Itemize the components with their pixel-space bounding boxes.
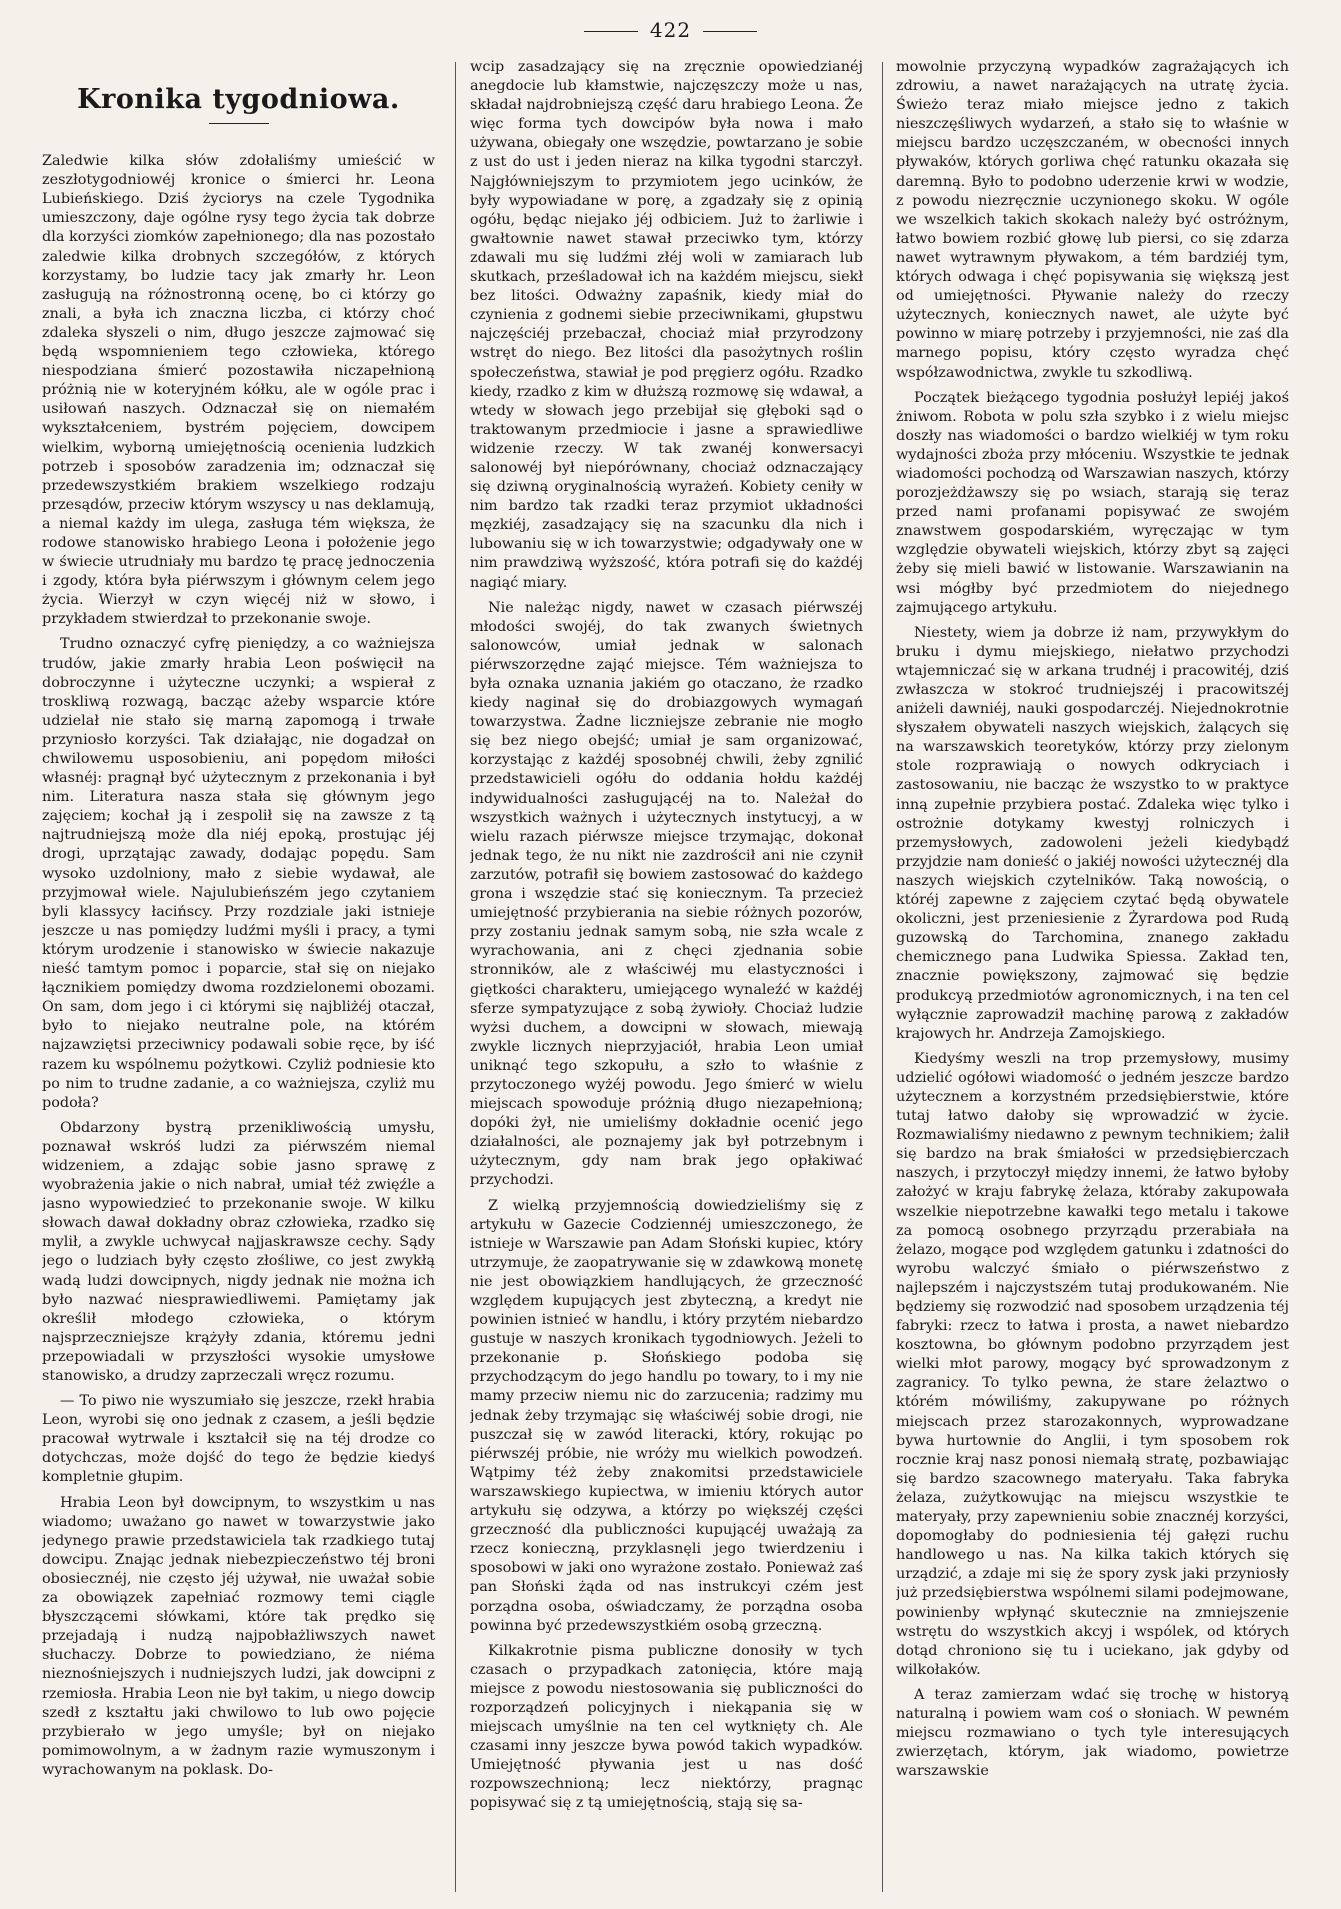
- column-1: [42, 58, 435, 1896]
- page-number-text: 422: [649, 18, 692, 42]
- paragraph: Hrabia Leon był dowcipnym, to wszystkim u nas wiadomo; uważano go nawet w towarzystwie jako jedynego prawie przedstawiciela tak rzadkiego tutaj dowcipu. Znając jednak niebezpieczeństwo téj broni obosiecznéj, nie często jéj używał, nie uważał sobie za obowiązek zapełniać rozmowy temi ciągle błyszczącemi słówkami, które tak prędko się przejadają i nudzą najpobłażliwszych nawet słuchaczy. Dobrze to powiedziano, że niéma nieznośniejszych i nudniejszych ludzi, jak dowcipni z rzemiosła. Hrabia Leon nie był takim, u niego dowcip szedł z kształtu jaki chwilowo to lub owo pojęcie przybierało w jego umyśle; był on niejako pomimowolnym, a w żadnym razie wymuszonym i wyrachowanym na poklask. Do-: [42, 1494, 435, 1778]
- paragraph: Zaledwie kilka słów zdołaliśmy umieścić w zeszłotygodniowéj kronice o śmierci hr. Leona Lubieńskiego. Dziś życiorys na czele Tygodnika umieszczony, daje ogólne rysy tego życia tak dobrze dla korzyści ziomków zapełnionego; dla nas pozostało zaledwie kilka drobnych szczegółów, z których korzystamy, bo ludzie tacy jak zmarły hr. Leon zasługują na różnostronną ocenę, bo ci którzy go znali, a była ich znaczna liczba, ci którzy choć zdaleka słyszeli o nim, długo jeszcze zajmować się będą wspomnieniem tego człowieka, którego niespodziana śmierć pozostawiła niczapełnioną próżnią nie w koteryjném kółku, ale w ogóle prac i usiłowań naszych. Odznaczał się on niemałém wykształceniem, bystrém pojęciem, dowcipem wielkim, wyborną umiejętnością ocenienia ludzkich potrzeb i sposobów zaradzenia im; odznaczał się przedewszystkiém brakiem wszelkiego rodzaju przesądów, przeciw którym wszyscy u nas deklamują, a niemal każdy im ulega, zasługa tém większa, że rodowe stanowisko hrabiego Leona i położenie jego w świecie utrudniały mu bardzo tę pracę jednoczenia i zgody, która była piérwszym i głównym celem jego życia. Wierzył w czyn więcéj niż w słowo, i przykładem stwierdzał to przekonanie swoje.: [42, 153, 435, 628]
- paragraph: — To piwo nie wyszumiało się jeszcze, rzekł hrabia Leon, wyrobi się ono jednak z czasem, a jeśli będzie pracował wytrwale i kształcił się na téj drodze co dotychczas, może dojść do tego że będzie kiedyś kompletnie głupim.: [42, 1393, 435, 1486]
- paragraph: mowolnie przyczyną wypadków zagrażających ich zdrowiu, a nawet narażających na utratę życia. Świeżo teraz miało miejsce jedno z takich nieszczęśliwych wydarzeń, a stało się to właśnie w miejscu bardzo uczęszczaném, w obecności innych pływaków, których gorliwa chęć ratunku okazała się daremną. Było to podobno uderzenie krwi w wodzie, z powodu niezręcznie uczynionego skoku. W ogóle we wszelkich takich skokach należy być ostróżnym, łatwo bowiem rozbić głowę lub piersi, co się zdarza nawet wytrawnym pływakom, a tém bardziéj tym, których odwaga i chęć popisywania się większą jest od umiejętności. Pływanie należy do rzeczy użytecznych, koniecznych nawet, ale użyte być powinno w miarę potrzeby i przyjemności, nie zaś dla marnego popisu, który często wyradza chęć współzawodnictwa, zwykle tu szkodliwą.: [896, 59, 1289, 381]
- paragraph: A teraz zamierzam wdać się trochę w historyą naturalną i powiem wam coś o słoniach. W pewném miejscu rozmawiano o tych tyle interesujących zwierzętach, którym, jak wiadomo, powietrze warszawskie: [896, 1686, 1289, 1780]
- column-divider: [882, 62, 883, 1892]
- page-number-left-rule: [584, 31, 638, 32]
- paragraph: wcip zasadzający się na zręcznie opowiedzianéj anegdocie lub kłamstwie, najczęszczy może u nas, składał najdrobniejszą część daru hrabiego Leona. Że więc forma tych dowcipów była nowa i mało używana, obiegały one wszędzie, powtarzano je sobie z ust do ust i jeden nieraz na kilka tygodni starczył. Najgłówniejszym to przymiotem jego ucinków, że były wypowiadane w porę, a zgadzały się z opinią ogółu, będąc niejako jéj odbiciem. Już to żarliwie i gwałtownie nawet stawał przeciwko tym, którzy zdawali mu się ludźmi złéj woli w zamiarach lub skutkach, prześladował ich na każdém miejscu, siekł bez litości. Odważny zapaśnik, kiedy miał do czynienia z godnemi siebie przeciwnikami, głupstwu najczęściéj przebaczał, chociaż miał przyrodzony wstręt do niego. Bez litości dla pasożytnych roślin społeczeństwa, stawiał je pod pręgierz ogółu. Rzadko kiedy, rzadko z kim w dłuższą rozmowę się wdawał, a wtedy w słowach jego przebijał się głęboki sąd o traktowanym przedmiocie i jasne a sprawiedliwe widzenie rzeczy. W tak zwanéj konwersacyi salonowéj był niepórównany, chociaż odznaczający się dziwną oryginalnością wyrażeń. Kobiety ceniły w nim bardzo tak rzadki teraz przymiot układności męzkiéj, zasadzający się na szacunku dla nich i lubowaniu się w ich towarzystwie; odgadywały one w nim prawdziwą wyższość, która potrafi się do każdéj nagiąć miary.: [470, 59, 863, 591]
- paragraph: Trudno oznaczyć cyfrę pieniędzy, a co ważniejsza trudów, jakie zmarły hrabia Leon poświęcił na dobroczynne i użyteczne uczynki; a wspierał z troskliwą rozwagą, bacząc ażeby wsparcie które udzielał nie stało się marną zapomogą i trwałe przyniosło korzyści. Tak działając, nie dogadzał on chwilowemu usposobieniu, ani popędom miłości własnéj: pragnął być użytecznym z przekonania i był nim. Literatura nasza stała się głównym jego zajęciem; kochał ją i zespolił się na zawsze z tą najtrudniejszą może dla niéj epoką, prostując jéj drogi, uprzątając zawady, dodając popędu. Sam wysoko uzdolniony, mało z siebie wydawał, ale przyjmował wiele. Najulubieńszém jego czytaniem byli klassycy łacińscy. Przy rozdziale jaki istnieje jeszcze u nas pomiędzy ludźmi myśli i pracy, a tymi którym urodzenie i stanowisko w świecie nakazuje nieść tamtym pomoc i poparcie, stał się on niejako łącznikiem pomiędzy dwoma rozdzielonemi obozami. On sam, dom jego i ci którymi się najbliżéj otaczał, było to niejako neutralne pole, na którém najzawziętsi przeciwnicy podawali sobie ręce, by iść razem ku wspólnemu pożytkowi. Czyliż podniesie kto po nim to trudne zadanie, a co ważniejsza, czyliż mu podoła?: [42, 636, 435, 1111]
- paragraph: Niestety, wiem ja dobrze iż nam, przywykłym do bruku i dymu miejskiego, niełatwo przychodzi wtajemniczać się w arkana trudnéj i pracowitéj, dziś zwłaszcza w stokroć trudniejszéj i pracowitszéj aniżeli dawniéj, nauki gospodarczéj. Niejednokrotnie słyszałem obywateli naszych wiejskich, żalących się na warszawskich teoretyków, którzy przy zielonym stole rozprawiają o nowych odkryciach i zastosowaniu, nie bacząc że wszystko to w praktyce inną zupełnie przybiera postać. Zdaleka więc tylko i ostrożnie dotykamy kwestyj rolniczych i przemysłowych, zadowoleni jeżeli kiedybądź przyjdzie nam donieść o jakiéj nowości użytecznéj dla naszych wiejskich czytelników. Taką nowością, o któréj zapewne z zajęciem czytać będą obywatele okoliczni, jest przeniesienie z Żyrardowa pod Rudą guzowską do Tarchomina, znanego zakładu chemicznego pana Ludwika Spiessa. Zakład ten, znacznie powiększony, zajmować się będzie produkcyą przedmiotów agronomicznych, i na ten cel wyłącznie zaprowadził machinę parową z zakładów krajowych hr. Andrzeja Zamojskiego.: [896, 624, 1289, 1042]
- column-3: [896, 58, 1289, 1896]
- column-2: [470, 58, 863, 1896]
- title-rule: [209, 123, 269, 124]
- column-divider: [455, 62, 456, 1892]
- paragraph: Nie należąc nigdy, nawet w czasach piérwszéj młodości swojéj, do tak zwanych świetnych salonowców, umiał jednak w salonach piérwszorzędne zająć miejsce. Tém ważniejsza to była oznaka uznania jakiém go otaczano, że rzadko kiedy naginał się do drobiazgowych wymagań towarzystwa. Żadne liczniejsze zebranie nie mogło się bez niego obejść; umiał je sam organizować, korzystając z każdéj sposobnéj chwili, żeby zgnilić przedstawicieli ogółu do oddania hołdu każdéj indywidualności zasługującéj na to. Należał do wszystkich ważnych i użytecznych instytucyj, a w wielu razach piérwsze miejsce trzymając, dokonał jednak tego, że nu nikt nie zazdrościł ani nie czynił zarzutów, potrafił się bowiem zastosować do każdego grona i wszędzie stać się koniecznym. Ta przecież umiejętność przybierania na siebie różnych pozorów, przy zostaniu jednak samym sobą, nie szła wcale z wyrachowania, ani z chęci zjednania sobie stronników, ale z właściwéj mu elastyczności i giętkości charakteru, umiejącego wynaleźć w każdéj sferze sympatyzujące z sobą żywioły. Chociaż ludzie wyżsi duchem, a dowcipni w słowach, miewają zwykle licznych nieprzyjaciół, hrabia Leon umiał uniknąć tego szkopułu, a szło to właśnie z przytoczonego wyżéj powodu. Jego śmierć w wielu miejscach spowoduje próżnią długo niezapełnioną; dopóki żył, nie umieliśmy dokładnie ocenić jego działalności, ale poznajemy jak był potrzebnym i użytecznym, gdy nam brak jego opłakiwać przychodzi.: [470, 599, 863, 1189]
- paragraph: Z wielką przyjemnością dowiedzieliśmy się z artykułu w Gazecie Codziennéj umieszczonego, że istnieje w Warszawie pan Adam Słoński kupiec, który utrzymuje, że zaopatrywanie się w zdawkową monetę nie jest obowiązkiem handlujących, że grzeczność względem kupujących jest zbyteczną, a kredyt nie powinien istnieć w handlu, i który przytém niebardzo gustuje w naszych kronikach tygodniowych. Jeżeli to przekonanie p. Słońskiego podoba się przychodzącym do jego handlu po towary, to i my nie mamy przeciw niemu nic do zarzucenia; radzimy mu jednak żeby trzymając się właściwéj sobie drogi, nie puszczał się w zawód literacki, który, rokując po piérwszéj próbie, nie wróży mu wielkich powodzeń. Wątpimy téż żeby znakomitsi przedstawiciele warszawskiego kupiectwa, w imieniu których autor artykułu się odzywa, a którzy po większéj części grzeczność dla publiczności kupującéj uważają za rzecz konieczną, przyklasnęli jego twierdzeniu i sposobowi w jaki ono wyrażone zostało. Ponieważ zaś pan Słoński żąda od nas instrukcyi czém jest porządna osoba, oświadczamy, że porządna osoba powinna być przedewszystkiém osobą grzeczną.: [470, 1197, 863, 1634]
- page-number-right-rule: [703, 31, 757, 32]
- section-title: Kronika tygodniowa.: [77, 84, 400, 115]
- paragraph: Początek bieżącego tygodnia posłużył lepiéj jakoś żniwom. Robota w polu szła szybko i z wielu miejsc doszły nas wiadomości o bardzo wielkiéj w tym roku wydajności zboża przy młóceniu. Wszystkie te jednak wiadomości pochodzą od Warszawian naszych, którzy porozjeżdżawszy się po wsiach, starają się teraz przed nami profanami popisywać ze swojém znawstwem gospodarskiém, wyręczając w tym względzie obywateli wiejskich, którzy zbyt są zajęci żeby się mieli bawić w listowanie. Warszawianin na wsi mógłby być przedmiotem do niejednego zajmującego artykułu.: [896, 389, 1289, 616]
- paragraph: Kiedyśmy weszli na trop przemysłowy, musimy udzielić ogółowi wiadomość o jedném jeszcze bardzo użytecznem a korzystném przedsiębierstwie, które tutaj łatwo dałoby się wprowadzić w życie. Rozmawialiśmy niedawno z pewnym technikiem; żalił się bardzo na brak śmiałości w przedsiębierczach naszych, i przytoczył między innemi, że łatwo byłoby założyć w kraju fabrykę żelaza, któraby zakupowała wszelkie niepotrzebne kawałki tego metalu i takowe za pomocą osobnego przyrządu przerabiała na żelazo, mogące pod względem gatunku i zdatności do wyrobu walczyć śmiało o piérwszeństwo z najlepszém i najczystszém tutaj produkowaném. Nie będziemy się rozwodzić nad sposobem urządzenia téj fabryki: rzecz to łatwa i prosta, a nawet niebardzo kosztowna, bo głównym podobno przyrządem jest wielki młot parowy, mogący być sprowadzonym z zagranicy. To tylko pewna, że stare żelaztwo o którém mówiliśmy, zakupywane po różnych miejscach przez starozakonnych, wyprowadzane bywa hurtownie do Anglii, i tym sposobem rok rocznie kraj nasz ponosi niemałą stratę, pozbawiając się bardzo szacownego materyału. Taka fabryka żelaza, zużytkowując na miejscu wszystkie te materyały, przy zapewnieniu sobie znacznéj korzyści, dopomogłaby do podniesienia téj gałęzi ruchu handlowego u nas. Na kilka takich których się urządzić, a zdaje mi się że spory zysk jaki przyniosły już przedsiębierstwa wspólnemi silami podejmowane, powinienby wpłynąć skutecznie na zmniejszenie wstrętu do wszystkich akcyj i wspólek, od których dotąd chroniono się tu i uciekano, jak gdyby od wilkołaków.: [896, 1050, 1289, 1678]
- page-number: [0, 18, 1341, 42]
- paragraph: Kilkakrotnie pisma publiczne donosiły w tych czasach o przypadkach zatonięcia, które mają miejsce z powodu niestosowania się publiczności do rozporządzeń policyjnych i niekąpania się w miejscach umyślnie na ten cel wytknięty ch. Ale czasami inny jeszcze bywa powód takich wypadków. Umiejętność pływania jest u nas dość rozpowszechnioną; lecz niektórzy, pragnąc popisywać się z tą umiejętnością, stają się sa-: [470, 1642, 863, 1812]
- paragraph: Obdarzony bystrą przenikliwością umysłu, poznawał wskróś ludzi za piérwszém niemal widzeniem, a zdając sobie jasno sprawę z wyobrażenia jakie o nich nabrał, umiał téż zwięźle a jasno wypowiedzieć to przekonanie swoje. W kilku słowach dawał dokładny obraz człowieka, rzadko się mylił, a zwykle uchwycał najjaskrawsze cechy. Sądy jego o ludziach były często złośliwe, co jest zwykłą wadą ludzi dowcipnych, nigdy jednak nie można ich było nazwać niesprawiedliwemi. Pamiętamy jak określił młodego człowieka, o którym najsprzeczniejsze krążyły zdania, któremu jedni przepowiadali w przyszłości wysokie umysłowe stanowisko, a drudzy zaprzeczali wręcz rozumu.: [42, 1119, 435, 1384]
